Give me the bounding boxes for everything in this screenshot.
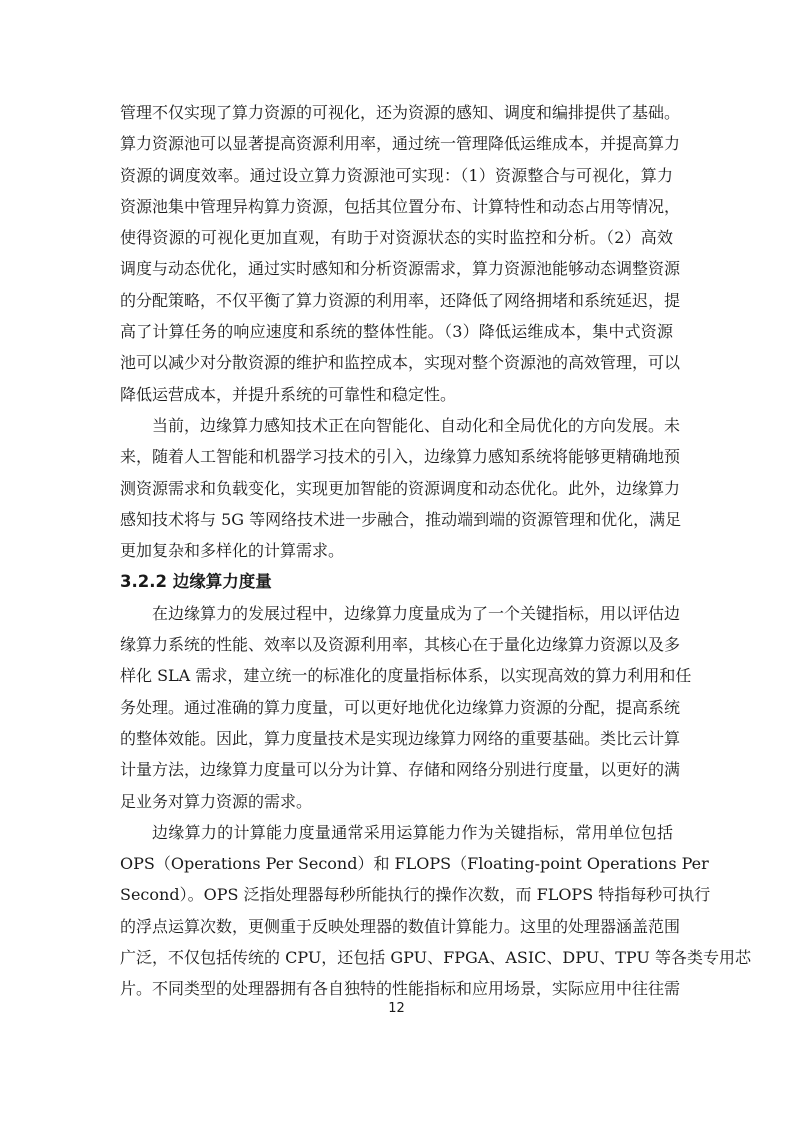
text-line: 的浮点运算次数，更侧重于反映处理器的数值计算能力。这里的处理器涵盖范围	[120, 916, 681, 936]
body-text	[120, 97, 751, 1005]
text-line: OPS（Operations Per Second）和 FLOPS（Floating-point Operations Per	[120, 854, 709, 874]
text-line: Second）。OPS 泛指处理器每秒所能执行的操作次数，而 FLOPS 特指每秒可执行	[120, 885, 711, 905]
text-line: 高了计算任务的响应速度和系统的整体性能。（3）降低运维成本，集中式资源	[120, 322, 673, 342]
text-line: 在边缘算力的发展过程中，边缘算力度量成为了一个关键指标，用以评估边	[152, 603, 681, 623]
text-line: 的分配策略，不仅平衡了算力资源的利用率，还降低了网络拥堵和系统延迟，提	[120, 290, 681, 310]
text-line: 测资源需求和负载变化，实现更加智能的资源调度和动态优化。此外，边缘算力	[120, 478, 681, 498]
text-line: 务处理。通过准确的算力度量，可以更好地优化边缘算力资源的分配，提高系统	[120, 697, 681, 717]
text-line: 资源池集中管理异构算力资源，包括其位置分布、计算特性和动态占用等情况，	[120, 196, 681, 216]
section-heading: 3.2.2 边缘算力度量	[120, 572, 272, 592]
text-line: 足业务对算力资源的需求。	[120, 791, 313, 811]
text-line: 调度与动态优化，通过实时感知和分析资源需求，算力资源池能够动态调整资源	[120, 259, 681, 279]
text-line: 计量方法，边缘算力度量可以分为计算、存储和网络分别进行度量，以更好的满	[120, 760, 681, 780]
text-line: 样化 SLA 需求，建立统一的标准化的度量指标体系，以实现高效的算力利用和任	[120, 666, 692, 686]
text-line: 当前，边缘算力感知技术正在向智能化、自动化和全局优化的方向发展。未	[152, 415, 681, 435]
text-line: 缘算力系统的性能、效率以及资源利用率，其核心在于量化边缘算力资源以及多	[120, 635, 681, 655]
text-line: 来，随着人工智能和机器学习技术的引入，边缘算力感知系统将能够更精确地预	[120, 447, 681, 467]
text-line: 片。不同类型的处理器拥有各自独特的性能指标和应用场景，实际应用中往往需	[120, 979, 681, 999]
text-line: 池可以减少对分散资源的维护和监控成本，实现对整个资源池的高效管理，可以	[120, 353, 681, 373]
text-line: 管理不仅实现了算力资源的可视化，还为资源的感知、调度和编排提供了基础。	[120, 103, 681, 122]
text-line: 资源的调度效率。通过设立算力资源池可实现：（1）资源整合与可视化，算力	[120, 165, 673, 185]
text-line: 广泛，不仅包括传统的 CPU，还包括 GPU、FPGA、ASIC、DPU、TPU 等各类专用芯	[120, 948, 751, 968]
text-line: 的整体效能。因此，算力度量技术是实现边缘算力网络的重要基础。类比云计算	[120, 728, 681, 748]
text-line: 使得资源的可视化更加直观，有助于对资源状态的实时监控和分析。（2）高效	[120, 228, 673, 248]
text-line: 降低运营成本，并提升系统的可靠性和稳定性。	[120, 384, 457, 404]
text-line: 算力资源池可以显著提高资源利用率，通过统一管理降低运维成本，并提高算力	[120, 134, 681, 154]
text-line: 边缘算力的计算能力度量通常采用运算能力作为关键指标，常用单位包括	[152, 822, 673, 842]
text-line: 更加复杂和多样化的计算需求。	[120, 541, 345, 561]
text-line: 感知技术将与 5G 等网络技术进一步融合，推动端到端的资源管理和优化，满足	[120, 509, 682, 529]
page-number: 12	[388, 1001, 405, 1016]
